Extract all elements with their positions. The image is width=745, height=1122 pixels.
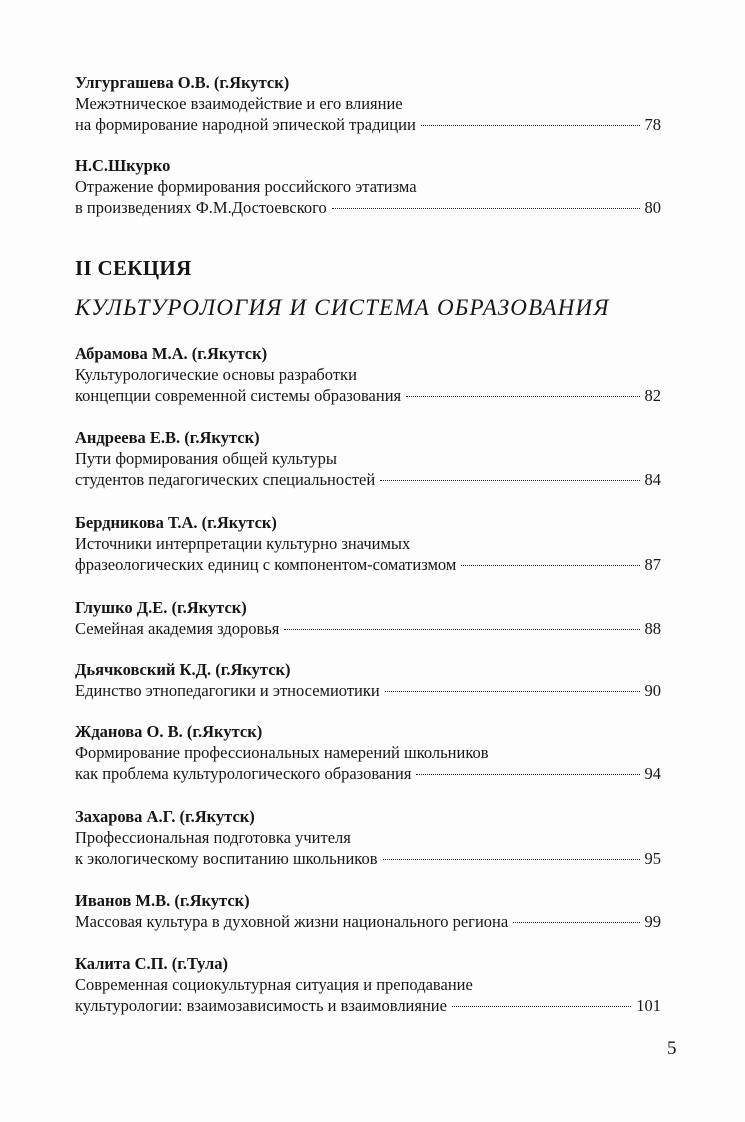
entry-title-line: Профессиональная подготовка учителя xyxy=(75,828,351,847)
entry-title-line: Культурологические основы разработки xyxy=(75,365,357,384)
dot-leader xyxy=(332,208,640,209)
toc-entry xyxy=(75,890,661,932)
entry-title-text: Семейная академия здоровья xyxy=(75,619,280,638)
toc-entry xyxy=(75,512,661,575)
entry-title-line: Источники интерпретации культурно значимых xyxy=(75,534,411,553)
entry-title-text: концепции современной системы образования xyxy=(75,386,402,405)
entry-title-last-line xyxy=(75,763,661,784)
dot-leader xyxy=(421,125,640,126)
dot-leader xyxy=(385,691,640,692)
entry-page-number: 101 xyxy=(636,996,661,1015)
entry-title-last-line xyxy=(75,114,661,135)
entry-title-last-line xyxy=(75,554,661,575)
entry-page-number: 87 xyxy=(644,555,661,574)
section-title: II СЕКЦИЯ xyxy=(75,256,192,280)
entry-title-text: на формирование народной эпической традиции xyxy=(75,115,416,134)
toc-entry xyxy=(75,427,661,490)
dot-leader xyxy=(380,480,639,481)
toc-entry xyxy=(75,155,661,218)
dot-leader xyxy=(416,774,639,775)
entry-page-number: 88 xyxy=(644,619,661,638)
entry-title-line: Современная социокультурная ситуация и преподавание xyxy=(75,975,473,994)
toc-entry xyxy=(75,659,661,701)
entry-author: Улгургашева О.В. (г.Якутск) xyxy=(75,73,290,92)
entry-author: Калита С.П. (г.Тула) xyxy=(75,954,228,973)
entry-author: Абрамова М.А. (г.Якутск) xyxy=(75,344,268,363)
entry-title-line: Межэтническое взаимодействие и его влияние xyxy=(75,94,403,113)
entry-author: Захарова А.Г. (г.Якутск) xyxy=(75,807,255,826)
entry-author: Андреева Е.В. (г.Якутск) xyxy=(75,428,260,447)
entry-page-number: 80 xyxy=(644,198,661,217)
entry-title-last-line xyxy=(75,911,661,932)
entry-title-text: как проблема культурологического образования xyxy=(75,764,412,783)
dot-leader xyxy=(461,565,639,566)
entry-title-last-line xyxy=(75,995,661,1016)
entry-page-number: 95 xyxy=(644,849,661,868)
entry-page-number: 94 xyxy=(644,764,661,783)
entry-title-text: Массовая культура в духовной жизни национального региона xyxy=(75,912,509,931)
toc-entry xyxy=(75,953,661,1016)
dot-leader xyxy=(284,629,639,630)
entry-title-text: фразеологических единиц с компонентом-соматизмом xyxy=(75,555,457,574)
entry-title-text: к экологическому воспитанию школьников xyxy=(75,849,378,868)
entry-page-number: 78 xyxy=(644,115,661,134)
entry-page-number: 99 xyxy=(644,912,661,931)
entry-author: Дьячковский К.Д. (г.Якутск) xyxy=(75,660,291,679)
entry-title-line: Формирование профессиональных намерений школьников xyxy=(75,743,489,762)
entry-title-line: Отражение формирования российского этатизма xyxy=(75,177,417,196)
dot-leader xyxy=(452,1006,631,1007)
entry-author: Бердникова Т.А. (г.Якутск) xyxy=(75,513,277,532)
toc-entry xyxy=(75,343,661,406)
section-subtitle: КУЛЬТУРОЛОГИЯ И СИСТЕМА ОБРАЗОВАНИЯ xyxy=(75,295,610,320)
toc-entry xyxy=(75,721,661,784)
toc-entry xyxy=(75,597,661,639)
entry-title-text: Единство этнопедагогики и этносемиотики xyxy=(75,681,380,700)
entry-page-number: 84 xyxy=(644,470,661,489)
entry-page-number: 90 xyxy=(644,681,661,700)
entry-author: Н.С.Шкурко xyxy=(75,156,171,175)
entry-title-last-line xyxy=(75,680,661,701)
page-number: 5 xyxy=(667,1038,677,1059)
dot-leader xyxy=(513,922,639,923)
dot-leader xyxy=(406,396,639,397)
entry-page-number: 82 xyxy=(644,386,661,405)
entry-author: Глушко Д.Е. (г.Якутск) xyxy=(75,598,247,617)
entry-author: Иванов М.В. (г.Якутск) xyxy=(75,891,250,910)
entry-title-last-line xyxy=(75,469,661,490)
entry-title-last-line xyxy=(75,618,661,639)
entry-title-last-line xyxy=(75,385,661,406)
entry-title-text: культурологии: взаимозависимость и взаимовлияние xyxy=(75,996,447,1015)
entry-author: Жданова О. В. (г.Якутск) xyxy=(75,722,263,741)
entry-title-text: в произведениях Ф.М.Достоевского xyxy=(75,198,327,217)
entry-title-last-line xyxy=(75,848,661,869)
dot-leader xyxy=(383,859,640,860)
entry-title-line: Пути формирования общей культуры xyxy=(75,449,337,468)
toc-entry xyxy=(75,806,661,869)
entry-title-text: студентов педагогических специальностей xyxy=(75,470,376,489)
toc-entry xyxy=(75,72,661,135)
entry-title-last-line xyxy=(75,197,661,218)
